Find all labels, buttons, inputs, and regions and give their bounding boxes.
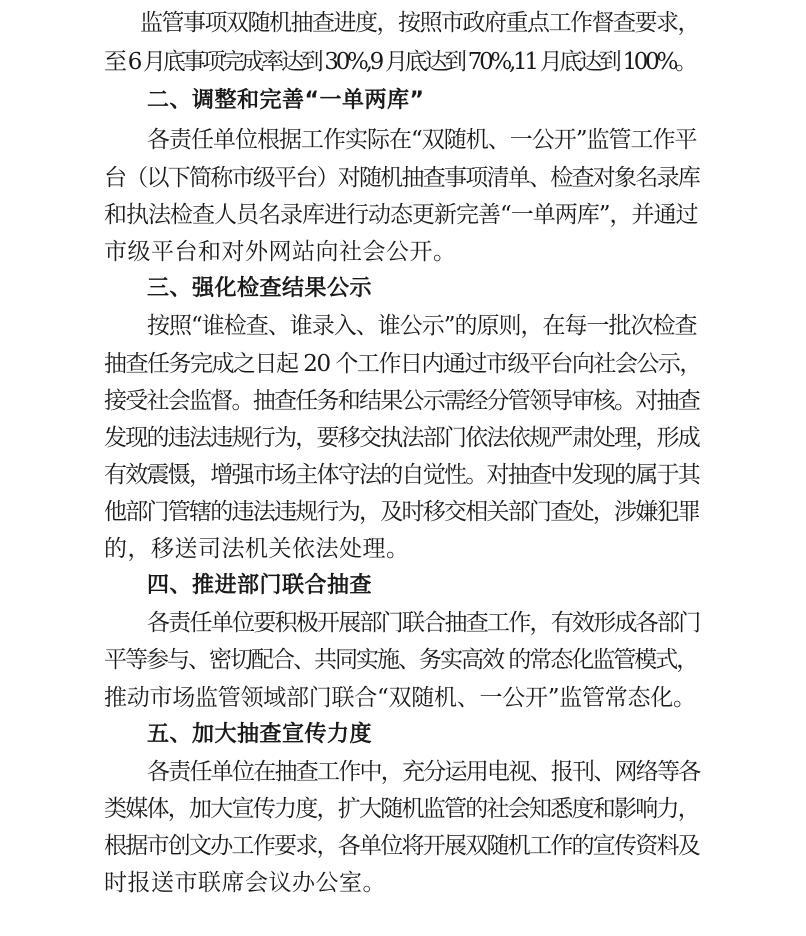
- paragraph-line: 和执法检查人员名录库进行动态更新完善“一单两库”，并通过: [104, 202, 698, 228]
- paragraph-line: 时报送市联席会议办公室。: [104, 870, 386, 896]
- paragraph-line: 类媒体，加大宣传力度，扩大随机监管的社会知悉度和影响力，: [104, 796, 699, 822]
- paragraph-line: 台（以下简称市级平台）对随机抽查事项清单、检查对象名录库: [104, 165, 699, 191]
- paragraph-line: 抽查任务完成之日起 20 个工作日内通过市级平台向社会公示，: [104, 351, 701, 377]
- paragraph-line: 至 6 月底事项完成率达到 30%,9 月底达到 70%,11 月底达到 100%。: [104, 49, 695, 75]
- section-heading: 四、推进部门联合抽查: [147, 573, 373, 598]
- paragraph-line: 有效震慑，增强市场主体守法的自觉性。对抽查中发现的属于其: [104, 462, 699, 488]
- paragraph-line: 他部门管辖的违法违规行为，及时移交相关部门查处，涉嫌犯罪: [104, 499, 699, 525]
- paragraph-line: 各责任单位要积极开展部门联合抽查工作，有效形成各部门: [147, 610, 700, 636]
- paragraph-line: 的，移送司法机关依法处理。: [104, 536, 410, 562]
- section-heading: 五、加大抽查宣传力度: [147, 722, 373, 747]
- paragraph-line: 按照“谁检查、谁录入、谁公示”的原则，在每一批次检查: [147, 313, 697, 339]
- section-heading: 三、强化检查结果公示: [147, 276, 373, 301]
- paragraph-line: 平等参与、密切配合、共同实施、务实高效 的常态化监管模式，: [104, 647, 698, 673]
- paragraph-line: 根据市创文办工作要求，各单位将开展双随机工作的宣传资料及: [104, 833, 699, 859]
- paragraph-line: 接受社会监督。抽查任务和结果公示需经分管领导审核。对抽查: [104, 388, 699, 414]
- section-heading: 二、调整和完善“一单两库”: [147, 88, 425, 113]
- paragraph-line: 市级平台和对外网站向社会公开。: [104, 239, 457, 265]
- paragraph-line: 各责任单位根据工作实际在“双随机、一公开”监管工作平: [147, 127, 697, 153]
- paragraph-line: 推动市场监管领域部门联合“双随机、一公开”监管常态化。: [104, 685, 696, 711]
- paragraph-line: 监管事项双随机抽查进度，按照市政府重点工作督查要求，: [140, 10, 699, 36]
- paragraph-line: 发现的违法违规行为，要移交执法部门依法依规严肃处理，形成: [104, 425, 699, 451]
- paragraph-line: 各责任单位在抽查工作中，充分运用电视、报刊、网络等各: [147, 759, 700, 785]
